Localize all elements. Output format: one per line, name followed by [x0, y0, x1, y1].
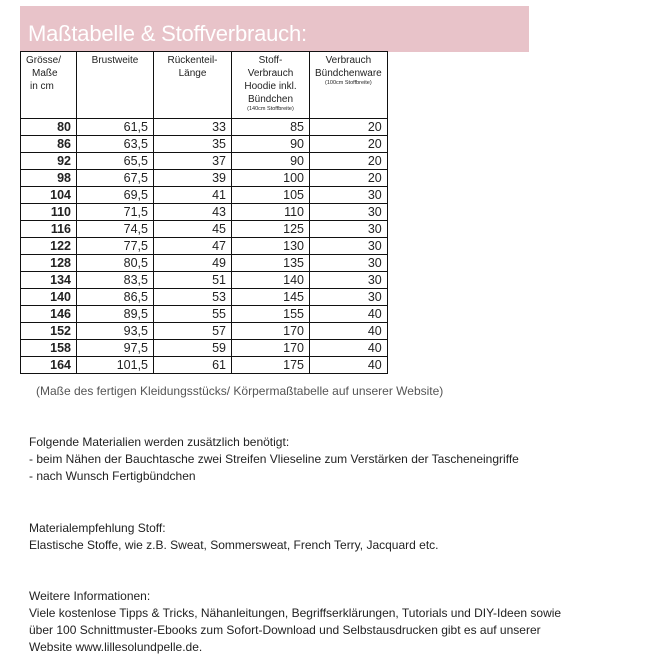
header-chest [77, 52, 154, 119]
chest-cell: 71,5 [77, 204, 154, 221]
header-fabric-line: Hoodie inkl. [244, 81, 297, 92]
back-length-cell: 57 [154, 323, 232, 340]
size-cell: 110 [21, 204, 77, 221]
chest-cell: 69,5 [77, 187, 154, 204]
cuff-usage-cell: 30 [310, 204, 388, 221]
back-length-cell: 49 [154, 255, 232, 272]
header-cuff-usage [310, 52, 388, 119]
back-length-cell: 41 [154, 187, 232, 204]
header-cuff-line: Bündchenware [315, 68, 382, 79]
back-length-cell: 37 [154, 153, 232, 170]
further-info-line: über 100 Schnittmuster-Ebooks zum Sofort-Download und Selbstausdrucken gibt es auf unserer [29, 623, 541, 637]
cuff-usage-cell: 30 [310, 221, 388, 238]
chest-cell: 93,5 [77, 323, 154, 340]
fabric-usage-cell: 110 [232, 204, 310, 221]
cuff-usage-cell: 30 [310, 272, 388, 289]
further-info-heading: Weitere Informationen: [29, 589, 151, 603]
size-cell: 158 [21, 340, 77, 357]
chest-cell: 61,5 [77, 119, 154, 136]
header-fabric-line: Bündchen [247, 94, 294, 105]
table-row [21, 272, 388, 289]
header-cuff-line: Verbrauch [325, 55, 372, 66]
header-size [21, 52, 77, 119]
fabric-usage-cell: 175 [232, 357, 310, 374]
table-row [21, 119, 388, 136]
table-row [21, 306, 388, 323]
materials-heading: Folgende Materialien werden zusätzlich benötigt: [29, 435, 290, 449]
fabric-recommendation-heading: Materialempfehlung Stoff: [29, 521, 166, 535]
fabric-usage-cell: 145 [232, 289, 310, 306]
fabric-usage-cell: 140 [232, 272, 310, 289]
table-note: (Maße des fertigen Kleidungsstücks/ Körpermaßtabelle auf unserer Website) [36, 384, 444, 398]
table-row [21, 323, 388, 340]
header-chest-label: Brustweite [91, 55, 139, 66]
size-cell: 152 [21, 323, 77, 340]
header-back-line: Länge [178, 68, 207, 79]
chest-cell: 80,5 [77, 255, 154, 272]
further-info-line: Website www.lillesolundpelle.de. [29, 640, 203, 654]
chest-cell: 86,5 [77, 289, 154, 306]
fabric-usage-cell: 170 [232, 323, 310, 340]
table-row [21, 289, 388, 306]
size-cell: 86 [21, 136, 77, 153]
size-cell: 146 [21, 306, 77, 323]
cuff-usage-cell: 20 [310, 170, 388, 187]
chest-cell: 97,5 [77, 340, 154, 357]
table-header-row [21, 52, 388, 119]
back-length-cell: 39 [154, 170, 232, 187]
size-cell: 104 [21, 187, 77, 204]
back-length-cell: 51 [154, 272, 232, 289]
chest-cell: 83,5 [77, 272, 154, 289]
header-size-line: in cm [30, 81, 54, 92]
back-length-cell: 59 [154, 340, 232, 357]
fabric-usage-cell: 105 [232, 187, 310, 204]
back-length-cell: 33 [154, 119, 232, 136]
page-title: Maßtabelle & Stoffverbrauch: [28, 21, 307, 46]
header-cuff-note: (100cm Stoffbreite) [325, 80, 372, 86]
back-length-cell: 35 [154, 136, 232, 153]
table-row [21, 357, 388, 374]
cuff-usage-cell: 20 [310, 136, 388, 153]
materials-section [29, 434, 519, 485]
header-fabric-line: Stoff- [258, 55, 283, 66]
cuff-usage-cell: 30 [310, 289, 388, 306]
materials-line: - nach Wunsch Fertigbündchen [29, 469, 196, 483]
size-cell: 116 [21, 221, 77, 238]
header-back-line: Rückenteil- [167, 55, 218, 66]
fabric-usage-cell: 100 [232, 170, 310, 187]
back-length-cell: 43 [154, 204, 232, 221]
header-size-line: Grösse/ [26, 55, 62, 66]
chest-cell: 67,5 [77, 170, 154, 187]
fabric-usage-cell: 155 [232, 306, 310, 323]
chest-cell: 74,5 [77, 221, 154, 238]
further-info-section [29, 588, 561, 656]
size-cell: 140 [21, 289, 77, 306]
header-fabric-usage [232, 52, 310, 119]
header-back-length [154, 52, 232, 119]
chest-cell: 77,5 [77, 238, 154, 255]
size-cell: 80 [21, 119, 77, 136]
size-table [20, 51, 388, 374]
chest-cell: 101,5 [77, 357, 154, 374]
cuff-usage-cell: 20 [310, 153, 388, 170]
table-body [21, 119, 388, 374]
back-length-cell: 55 [154, 306, 232, 323]
fabric-usage-cell: 135 [232, 255, 310, 272]
chest-cell: 63,5 [77, 136, 154, 153]
fabric-usage-cell: 170 [232, 340, 310, 357]
size-cell: 92 [21, 153, 77, 170]
cuff-usage-cell: 30 [310, 238, 388, 255]
cuff-usage-cell: 30 [310, 187, 388, 204]
cuff-usage-cell: 40 [310, 323, 388, 340]
cuff-usage-cell: 40 [310, 306, 388, 323]
fabric-usage-cell: 125 [232, 221, 310, 238]
table-row [21, 204, 388, 221]
table-row [21, 153, 388, 170]
header-fabric-line: Verbrauch [247, 68, 294, 79]
fabric-usage-cell: 90 [232, 153, 310, 170]
size-cell: 164 [21, 357, 77, 374]
header-size-line: Maße [32, 68, 58, 79]
table-row [21, 340, 388, 357]
cuff-usage-cell: 40 [310, 357, 388, 374]
fabric-recommendation-section [29, 520, 439, 554]
size-cell: 128 [21, 255, 77, 272]
fabric-recommendation-text: Elastische Stoffe, wie z.B. Sweat, Sommersweat, French Terry, Jacquard etc. [29, 538, 439, 552]
table-row [21, 238, 388, 255]
cuff-usage-cell: 20 [310, 119, 388, 136]
back-length-cell: 61 [154, 357, 232, 374]
cuff-usage-cell: 40 [310, 340, 388, 357]
chest-cell: 89,5 [77, 306, 154, 323]
size-cell: 122 [21, 238, 77, 255]
back-length-cell: 47 [154, 238, 232, 255]
header-fabric-note: (140cm Stoffbreite) [247, 106, 294, 112]
fabric-usage-cell: 85 [232, 119, 310, 136]
table-row [21, 221, 388, 238]
chest-cell: 65,5 [77, 153, 154, 170]
size-cell: 134 [21, 272, 77, 289]
cuff-usage-cell: 30 [310, 255, 388, 272]
back-length-cell: 45 [154, 221, 232, 238]
table-row [21, 187, 388, 204]
further-info-line: Viele kostenlose Tipps & Tricks, Nähanleitungen, Begriffserklärungen, Tutorials und DIY-Ideen sowie [29, 606, 562, 620]
materials-line: - beim Nähen der Bauchtasche zwei Streifen Vlieseline zum Verstärken der Tascheneingriffe [29, 452, 519, 466]
title-banner [20, 6, 529, 52]
size-cell: 98 [21, 170, 77, 187]
table-row [21, 255, 388, 272]
table-row [21, 136, 388, 153]
table-row [21, 170, 388, 187]
fabric-usage-cell: 90 [232, 136, 310, 153]
back-length-cell: 53 [154, 289, 232, 306]
fabric-usage-cell: 130 [232, 238, 310, 255]
